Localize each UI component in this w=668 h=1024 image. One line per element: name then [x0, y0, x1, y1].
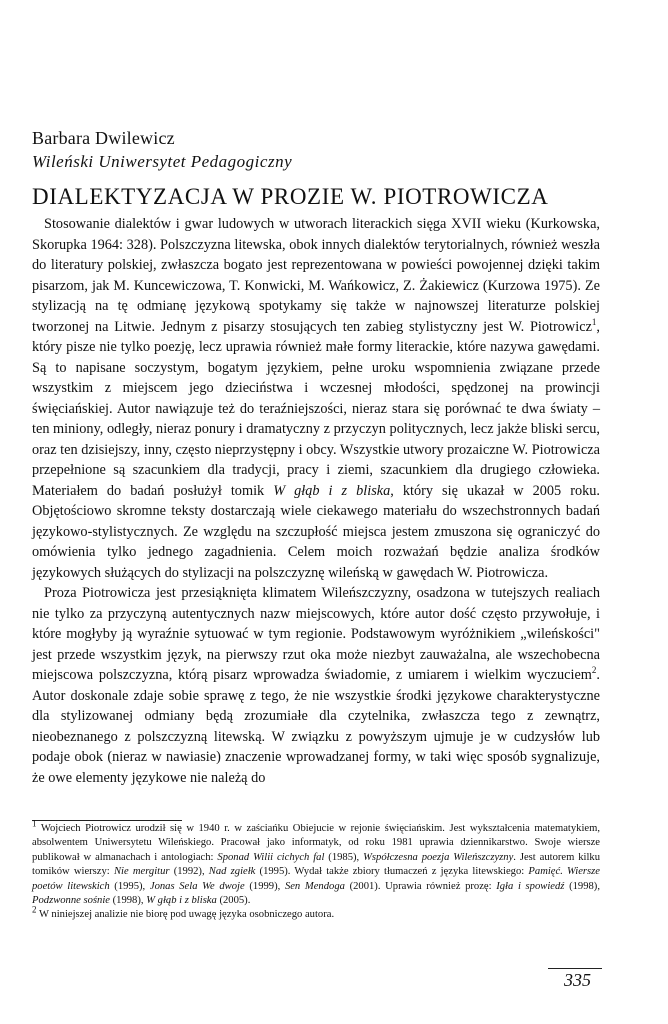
footnotes [32, 818, 601, 923]
footnote-1-mark: 1 [32, 818, 37, 829]
article-body [32, 214, 600, 788]
footnote-2-text: W niniejszej analizie nie biorę pod uwagę języka osobniczego autora. [36, 909, 335, 921]
footnote-1-title: Podzwonne sośnie [32, 895, 110, 907]
footnote-1-title: Współczesna poezja Wileńszczyzny [363, 851, 514, 863]
footnote-1-text: Wojciech Piotrowicz urodził się w 1940 r. w zaściańku Obiejucie w rejonie święciańskim. Jest wykształcenia matematykiem, absolwentem Uniwersytetu Wileńskiego. Pracował jako informatyk, od roku 1981 uprawia dziennikarstwo. Swoje wiersze publikował w almanachach i antologiach: [32, 823, 600, 863]
footnote-1 [32, 818, 601, 908]
footnote-2 [32, 904, 600, 922]
footnote-1-title: Igła i spowiedź [496, 880, 565, 892]
footnote-1-text: (1985), [324, 851, 364, 863]
paragraph-1-text-a: Stosowanie dialektów i gwar ludowych w utworach literackich sięga XVII wieku (Kurkowska, Skorupka 1964: 328). Polszczyzna litewska, obok innych dialektów terytorialnych, również weszła do literatury polskiej, zwłaszcza bogato jest reprezentowana w powieści powojennej dzięki takim pisarzom, jak M. Kuncewiczowa, T. Konwicki, M. Wańkowicz, Z. Żakiewicz (Kurzowa 1975). Ze stylizacją na tę odmianę językową spotykamy się także w najnowszej literaturze polskiej tworzonej na Litwie. Jednym z pisarzy stosujących ten zabieg stylistyczny jest W. Piotrowicz [32, 216, 600, 335]
footnote-1-text: (1998), [109, 895, 147, 907]
footnote-1-text: . Jest autorem kilku tomików wierszy: [32, 851, 601, 878]
footnote-1-text: (1999), [244, 880, 285, 892]
footnote-separator [32, 820, 182, 821]
footnote-1-title: Nie mergitur [113, 866, 170, 878]
footnote-2-mark: 2 [32, 904, 37, 915]
paragraph-1-text-c: , który się ukazał w 2005 roku. Objętościowo skromne teksty dostarczają wiele ciekawego materiału do wszechstronnych badań językowo-stylistycznych. Ze względu na szczupłość miejsca jestem zmuszona się ograniczyć do omówienia tylko jednego zagadnienia. Celem moich rozważań będzie analiza środków językowych służących do stylizacji na polszczyznę wileńską w gawędach W. Piotrowicza. [32, 482, 600, 581]
footnote-1-text: (1998), [564, 880, 600, 892]
article-title: DIALEKTYZACJA W PROZIE W. PIOTROWICZA [32, 184, 549, 209]
footnote-1-title: Sponad Wilii cichych fal [217, 851, 325, 863]
page-number: 335 [564, 970, 591, 990]
author-name: Barbara Dwilewicz [32, 128, 175, 148]
book-title: W głąb i z bliska [273, 482, 391, 499]
paragraph-1-text-b: , który pisze nie tylko poezję, lecz uprawia również małe formy literackie, które nazywa gawędami. Są to napisane soczystym, bogatym językiem, pełne uroku wspomnienia związane przede wszystkim z miejscem jego dzieciństwa i wczesnej młodości, spędzonej na prowincji święciańskiej. Autor nawiązuje też do teraźniejszości, nieraz stara się porównać te dwa światy – ten miniony, odległy, nieraz ponury i dramatyczny z przyczyn politycznych, lecz jakże bliski sercu, oraz ten dzisiejszy, inny, często nieprzystępny i obcy. Wszystkie utwory prozaiczne W. Piotrowicza przepełnione są szacunkiem dla tradycji, pracy i ziemi, szacunkiem dla drugiego człowieka. Materiałem do badań posłużył tomik [32, 318, 600, 499]
paragraph-2 [32, 583, 600, 788]
footnote-1-text: (1995). Wydał także zbiory tłumaczeń z języka litewskiego: [255, 866, 529, 878]
footnote-1-title: W głąb i z bliska [146, 895, 217, 907]
paragraph-2-text-a: Proza Piotrowicza jest przesiąknięta klimatem Wileńszczyzny, osadzona w tutejszych realiach nie tylko za przyczyną autentycznych nazw miejscowych, które autor dość często przywołuje, i które mogłyby ją wyraźnie sytuować w tym regionie. Podstawowym wyróżnikiem „wileńskości" jest przede wszystkim język, na pierwszy rzut oka może niezbyt zauważalna, ale wszechobecna miejscowa polszczyzna, którą pisarz wprowadza świadomie, z umiarem i wielkim wyczuciem [32, 585, 600, 683]
footnote-1-text: (2001). Uprawia również prozę: [344, 880, 497, 892]
paragraph-1 [32, 214, 600, 583]
page-number-rule [548, 968, 602, 969]
paragraph-2-text-b: . Autor doskonale zdaje sobie sprawę z tego, że nie wszystkie środki językowe charakterystyczne dla stylizowanej odmiany będą zrozumiałe dla czytelnika, zwłaszcza tego z zewnątrz, nieobeznanego z polszczyzną litewską. W związku z powyższym ujmuje je w cudzysłów lub podaje obok (nieraz w nawiasie) znaczenie wprowadzanej formy, w taki więc sposób sygnalizuje, że owe elementy językowe nie należą do [32, 667, 600, 786]
footnote-1-title: Nad zgiełk [208, 866, 256, 878]
footnote-1-title: Sen Mendoga [284, 880, 345, 892]
footnote-ref-2: 2 [591, 665, 597, 676]
footnote-1-text: (2005). [216, 895, 251, 907]
footnote-1-title: Jonas Sela We dwoje [149, 880, 245, 892]
footnote-1-text: (1995), [109, 880, 150, 892]
footnote-1-title: Pamięć. Wiersze poetów litewskich [32, 866, 600, 892]
footnote-ref-1: 1 [591, 316, 597, 327]
footnote-1-text: (1992), [169, 866, 209, 878]
author-affiliation: Wileński Uniwersytet Pedagogiczny [32, 152, 293, 171]
